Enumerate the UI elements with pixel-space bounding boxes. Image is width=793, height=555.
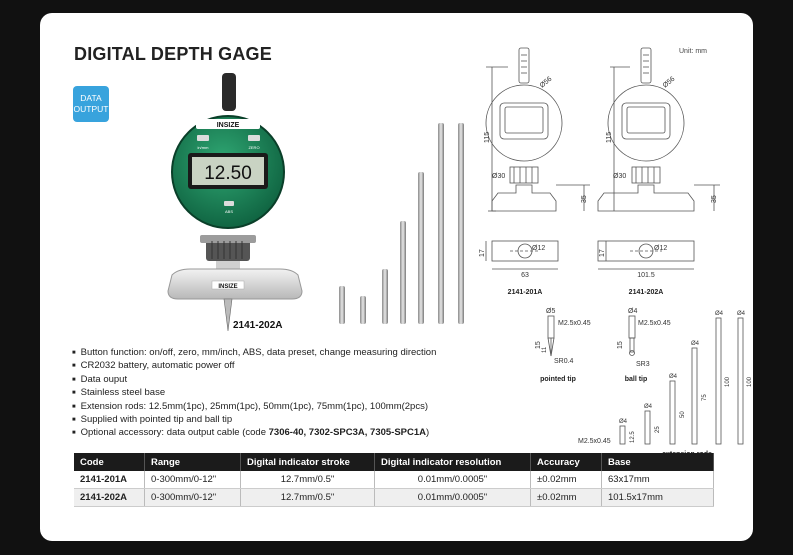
dim-m25: M2.5x0.45	[638, 320, 671, 327]
dim-d56: Ø56	[538, 75, 554, 90]
table-row	[74, 471, 714, 489]
page-title: DIGITAL DEPTH GAGE	[74, 44, 272, 64]
cell-base: 101.5x17mm	[602, 489, 714, 507]
feature-list	[72, 346, 436, 440]
button-zero-label: ZERO	[248, 145, 260, 150]
dim-h115: 115	[484, 131, 491, 143]
dim-d30: Ø30	[613, 173, 627, 180]
rod-photo	[360, 296, 366, 324]
button-abs-label: ABS	[224, 209, 234, 214]
model-label-a: 2141-201A	[507, 289, 543, 296]
extension-rods-photo	[339, 123, 464, 324]
col-range: Range	[145, 453, 241, 471]
drawing-ball-tip	[629, 316, 635, 356]
dim-d4: Ø4	[628, 308, 638, 315]
drawing-gauge-a	[486, 48, 590, 211]
dim-rod-50: 50	[680, 411, 686, 418]
feature-item: ■ Supplied with pointed tip and ball tip	[72, 413, 436, 426]
rod-photo	[400, 221, 406, 324]
pointed-tip	[224, 299, 232, 331]
feature-item	[72, 426, 436, 439]
feature-item: ■ Stainless steel base	[72, 386, 436, 399]
cell-range: 0-300mm/0-12"	[145, 471, 241, 489]
dim-h35: 35	[581, 195, 588, 203]
badge-line2: OUTPUT	[73, 104, 109, 114]
rod-photo	[438, 123, 444, 324]
dim-m25: M2.5x0.45	[558, 320, 591, 327]
dim-rod-100: 100	[725, 376, 731, 387]
dim-sr04: SR0.4	[554, 358, 574, 365]
dim-d4: Ø4	[737, 311, 746, 317]
dim-h35: 35	[711, 195, 718, 203]
dim-rod-100: 100	[747, 376, 753, 387]
dim-m25: M2.5x0.45	[578, 438, 611, 445]
model-label-b: 2141-202A	[628, 289, 664, 296]
svg-text:INSIZE: INSIZE	[218, 284, 238, 290]
cell-stroke: 12.7mm/0.5"	[241, 489, 375, 507]
drawing-gauge-b	[598, 48, 720, 211]
dim-h17: 17	[599, 249, 606, 257]
feature-text: Optional accessory: data output cable (code	[80, 427, 269, 439]
cell-range: 0-300mm/0-12"	[145, 489, 241, 507]
dim-h11: 11	[542, 346, 548, 353]
rod-photo	[382, 269, 388, 324]
accessory-codes: 7306-40, 7302-SPC3A, 7305-SPC1A	[268, 427, 427, 439]
dim-h15: 15	[535, 341, 542, 349]
data-output-badge	[73, 86, 109, 122]
lcd-readout: 12.50	[204, 163, 252, 184]
cell-base: 63x17mm	[602, 471, 714, 489]
dim-d4: Ø4	[715, 311, 724, 317]
dim-sr3: SR3	[636, 361, 650, 368]
table-row	[74, 489, 714, 507]
dim-d4: Ø4	[669, 374, 678, 380]
dim-rod-25: 25	[655, 426, 661, 433]
col-base: Base	[602, 453, 714, 471]
cell-accuracy: ±0.02mm	[531, 489, 602, 507]
dim-w63: 63	[521, 272, 529, 279]
brand-logo: INSIZE	[216, 122, 240, 129]
dim-d4: Ø4	[644, 404, 653, 410]
col-stroke: Digital indicator stroke	[241, 453, 375, 471]
rod-photo	[458, 123, 464, 324]
unit-note: Unit: mm	[679, 48, 707, 55]
spec-header-row	[74, 453, 714, 471]
feature-text-end: )	[426, 427, 430, 439]
cell-resolution: 0.01mm/0.0005"	[375, 471, 531, 489]
spec-table	[74, 453, 714, 507]
dim-d5: Ø5	[546, 308, 556, 315]
dim-d4: Ø4	[691, 341, 700, 347]
product-card	[40, 13, 753, 541]
cell-stroke: 12.7mm/0.5"	[241, 471, 375, 489]
cell-code: 2141-201A	[74, 471, 145, 489]
dim-h15: 15	[617, 341, 624, 349]
cell-resolution: 0.01mm/0.0005"	[375, 489, 531, 507]
cell-accuracy: ±0.02mm	[531, 471, 602, 489]
rod-photo	[339, 286, 345, 324]
dim-h115: 115	[606, 131, 613, 143]
product-photo	[120, 73, 470, 343]
rod-photo	[418, 172, 424, 324]
photo-model-label: 2141-202A	[233, 320, 283, 331]
feature-item: ■ Data ouput	[72, 373, 436, 386]
dim-rod-125: 12.5	[630, 431, 636, 443]
dim-w1015: 101.5	[637, 272, 655, 279]
feature-item: ■ Button function: on/off, zero, mm/inch, ABS, data preset, change measuring direction	[72, 346, 436, 359]
drawing-pointed-tip	[548, 316, 554, 356]
dim-rod-75: 75	[702, 394, 708, 401]
dim-d56: Ø56	[661, 75, 677, 90]
cell-code: 2141-202A	[74, 489, 145, 507]
col-resolution: Digital indicator resolution	[375, 453, 531, 471]
gauge-stem	[222, 73, 236, 111]
label-ball-tip: ball tip	[624, 376, 648, 383]
dim-d12: Ø12	[654, 245, 668, 252]
dim-d12: Ø12	[532, 245, 546, 252]
dim-h17: 17	[479, 249, 486, 257]
dim-d30: Ø30	[492, 173, 506, 180]
technical-drawings	[479, 43, 753, 463]
feature-item: ■ Extension rods: 12.5mm(1pc), 25mm(1pc), 50mm(1pc), 75mm(1pc), 100mm(2pcs)	[72, 400, 436, 413]
drawing-base-b	[598, 241, 694, 269]
feature-item: ■ CR2032 battery, automatic power off	[72, 359, 436, 372]
dim-d4: Ø4	[619, 419, 628, 425]
drawing-base-a	[486, 241, 558, 269]
col-code: Code	[74, 453, 145, 471]
label-pointed-tip: pointed tip	[540, 376, 576, 383]
badge-line1: DATA	[80, 93, 102, 103]
col-accuracy: Accuracy	[531, 453, 602, 471]
button-in-mm-label: in/mm	[197, 145, 209, 150]
